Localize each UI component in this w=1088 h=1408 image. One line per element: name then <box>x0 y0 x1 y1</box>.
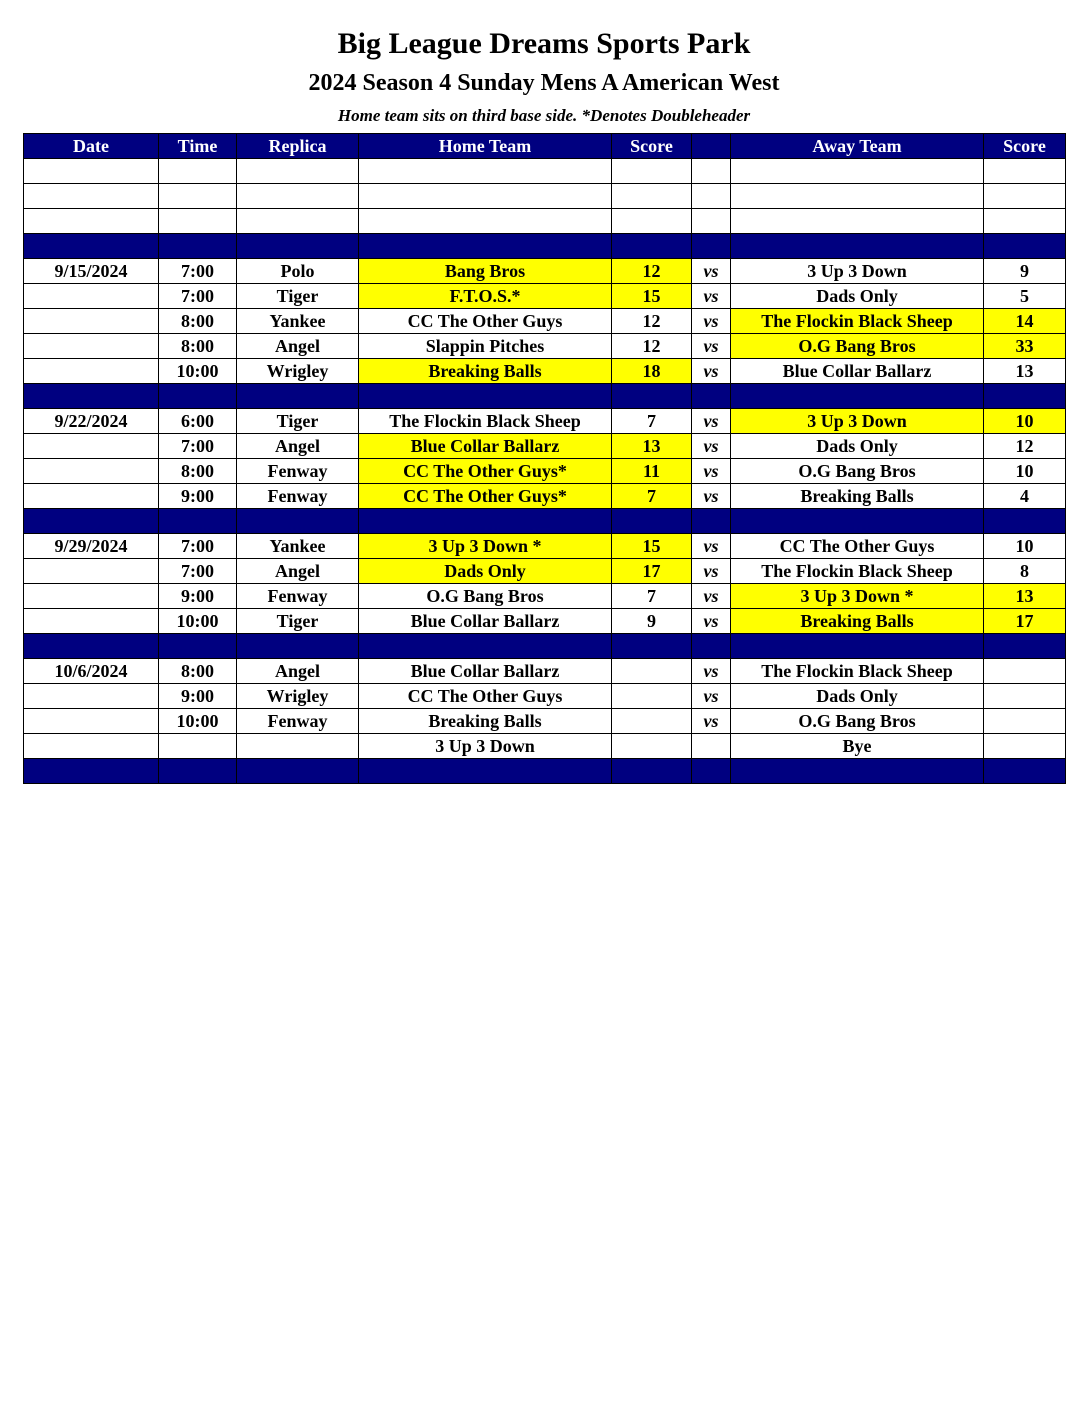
vs-cell: vs <box>692 434 731 459</box>
date-cell <box>24 209 159 234</box>
date-cell <box>24 484 159 509</box>
home-score-cell <box>612 709 692 734</box>
week-separator-row <box>24 509 1066 534</box>
away-score-cell: 33 <box>984 334 1066 359</box>
game-row <box>24 609 1066 634</box>
game-row <box>24 559 1066 584</box>
time-cell: 10:00 <box>159 709 237 734</box>
game-row <box>24 684 1066 709</box>
home-team-cell <box>359 234 612 259</box>
away-score-cell: 8 <box>984 559 1066 584</box>
header-replica: Replica <box>237 134 359 159</box>
week-separator-row <box>24 759 1066 784</box>
week-separator-row <box>24 384 1066 409</box>
replica-cell <box>237 509 359 534</box>
date-cell <box>24 309 159 334</box>
game-row <box>24 359 1066 384</box>
away-score-cell: 5 <box>984 284 1066 309</box>
replica-cell <box>237 209 359 234</box>
time-cell: 9:00 <box>159 584 237 609</box>
vs-cell <box>692 759 731 784</box>
game-row <box>24 484 1066 509</box>
replica-cell: Fenway <box>237 459 359 484</box>
home-team-cell: 3 Up 3 Down <box>359 734 612 759</box>
away-score-cell: 4 <box>984 484 1066 509</box>
home-score-cell: 12 <box>612 309 692 334</box>
away-team-cell: Breaking Balls <box>731 484 984 509</box>
away-team-cell: O.G Bang Bros <box>731 459 984 484</box>
away-score-cell: 10 <box>984 534 1066 559</box>
time-cell <box>159 509 237 534</box>
away-score-cell <box>984 659 1066 684</box>
time-cell: 8:00 <box>159 309 237 334</box>
date-cell <box>24 284 159 309</box>
schedule-table <box>23 133 1066 784</box>
home-score-cell <box>612 759 692 784</box>
vs-cell <box>692 159 731 184</box>
time-cell <box>159 384 237 409</box>
time-cell: 10:00 <box>159 359 237 384</box>
home-team-cell: 3 Up 3 Down * <box>359 534 612 559</box>
home-score-cell: 15 <box>612 284 692 309</box>
header-home-team: Home Team <box>359 134 612 159</box>
replica-cell <box>237 234 359 259</box>
replica-cell: Angel <box>237 434 359 459</box>
date-cell <box>24 709 159 734</box>
home-team-cell: Blue Collar Ballarz <box>359 609 612 634</box>
away-team-cell: CC The Other Guys <box>731 534 984 559</box>
time-cell: 9:00 <box>159 684 237 709</box>
away-score-cell: 9 <box>984 259 1066 284</box>
home-team-cell: F.T.O.S.* <box>359 284 612 309</box>
date-cell <box>24 159 159 184</box>
replica-cell: Fenway <box>237 709 359 734</box>
time-cell: 7:00 <box>159 559 237 584</box>
away-team-cell <box>731 509 984 534</box>
home-score-cell: 7 <box>612 409 692 434</box>
home-score-cell <box>612 234 692 259</box>
blank-row <box>24 184 1066 209</box>
replica-cell: Tiger <box>237 284 359 309</box>
time-cell <box>159 634 237 659</box>
home-score-cell: 15 <box>612 534 692 559</box>
home-team-cell: Dads Only <box>359 559 612 584</box>
replica-cell: Yankee <box>237 309 359 334</box>
game-row <box>24 334 1066 359</box>
time-cell <box>159 209 237 234</box>
game-row <box>24 409 1066 434</box>
away-score-cell <box>984 509 1066 534</box>
game-row <box>24 459 1066 484</box>
away-score-cell <box>984 709 1066 734</box>
away-team-cell <box>731 184 984 209</box>
vs-cell: vs <box>692 484 731 509</box>
away-team-cell: The Flockin Black Sheep <box>731 559 984 584</box>
date-cell: 10/6/2024 <box>24 659 159 684</box>
home-score-cell: 7 <box>612 584 692 609</box>
home-score-cell: 7 <box>612 484 692 509</box>
home-team-cell: The Flockin Black Sheep <box>359 409 612 434</box>
home-score-cell <box>612 684 692 709</box>
vs-cell <box>692 184 731 209</box>
vs-cell: vs <box>692 684 731 709</box>
week-separator-row <box>24 234 1066 259</box>
date-cell <box>24 634 159 659</box>
vs-cell <box>692 209 731 234</box>
time-cell: 8:00 <box>159 459 237 484</box>
time-cell <box>159 159 237 184</box>
away-team-cell <box>731 759 984 784</box>
away-score-cell <box>984 759 1066 784</box>
replica-cell: Tiger <box>237 409 359 434</box>
replica-cell <box>237 734 359 759</box>
vs-cell: vs <box>692 559 731 584</box>
header-away-score: Score <box>984 134 1066 159</box>
date-cell <box>24 384 159 409</box>
away-score-cell <box>984 159 1066 184</box>
replica-cell: Angel <box>237 334 359 359</box>
home-team-cell <box>359 384 612 409</box>
replica-cell <box>237 634 359 659</box>
header-row <box>24 134 1066 159</box>
home-score-cell <box>612 509 692 534</box>
away-score-cell <box>984 209 1066 234</box>
away-team-cell: Dads Only <box>731 434 984 459</box>
home-score-cell: 18 <box>612 359 692 384</box>
date-cell <box>24 734 159 759</box>
away-team-cell: 3 Up 3 Down <box>731 259 984 284</box>
away-team-cell: Dads Only <box>731 684 984 709</box>
away-score-cell <box>984 234 1066 259</box>
page-title: Big League Dreams Sports Park <box>337 27 751 60</box>
time-cell <box>159 759 237 784</box>
replica-cell: Tiger <box>237 609 359 634</box>
vs-cell <box>692 634 731 659</box>
away-team-cell: Breaking Balls <box>731 609 984 634</box>
vs-cell: vs <box>692 309 731 334</box>
away-score-cell <box>984 734 1066 759</box>
vs-cell <box>692 509 731 534</box>
away-team-cell <box>731 159 984 184</box>
home-team-cell: Breaking Balls <box>359 359 612 384</box>
game-row <box>24 309 1066 334</box>
date-cell <box>24 609 159 634</box>
vs-cell: vs <box>692 334 731 359</box>
replica-cell: Fenway <box>237 484 359 509</box>
away-score-cell: 13 <box>984 584 1066 609</box>
game-row <box>24 434 1066 459</box>
away-score-cell: 17 <box>984 609 1066 634</box>
date-cell: 9/22/2024 <box>24 409 159 434</box>
time-cell <box>159 734 237 759</box>
home-score-cell <box>612 734 692 759</box>
vs-cell <box>692 384 731 409</box>
page-subtitle: 2024 Season 4 Sunday Mens A American West <box>308 70 780 96</box>
vs-cell: vs <box>692 584 731 609</box>
vs-cell: vs <box>692 284 731 309</box>
home-score-cell <box>612 209 692 234</box>
home-score-cell: 17 <box>612 559 692 584</box>
schedule-note: Home team sits on third base side. *Denotes Doubleheader <box>337 106 751 125</box>
away-score-cell: 10 <box>984 409 1066 434</box>
date-cell <box>24 584 159 609</box>
away-team-cell <box>731 634 984 659</box>
home-team-cell <box>359 759 612 784</box>
home-team-cell: CC The Other Guys* <box>359 459 612 484</box>
home-score-cell <box>612 159 692 184</box>
replica-cell <box>237 384 359 409</box>
home-team-cell: CC The Other Guys* <box>359 484 612 509</box>
away-score-cell: 14 <box>984 309 1066 334</box>
away-score-cell: 13 <box>984 359 1066 384</box>
home-team-cell <box>359 159 612 184</box>
away-score-cell: 12 <box>984 434 1066 459</box>
date-cell <box>24 359 159 384</box>
home-team-cell: Blue Collar Ballarz <box>359 434 612 459</box>
date-cell <box>24 184 159 209</box>
date-cell <box>24 684 159 709</box>
time-cell: 9:00 <box>159 484 237 509</box>
away-team-cell <box>731 384 984 409</box>
game-row <box>24 534 1066 559</box>
time-cell: 6:00 <box>159 409 237 434</box>
game-row <box>24 659 1066 684</box>
blank-row <box>24 209 1066 234</box>
header-away-team: Away Team <box>731 134 984 159</box>
time-cell: 10:00 <box>159 609 237 634</box>
away-team-cell <box>731 209 984 234</box>
home-score-cell <box>612 634 692 659</box>
time-cell: 7:00 <box>159 434 237 459</box>
away-team-cell: O.G Bang Bros <box>731 709 984 734</box>
home-score-cell <box>612 659 692 684</box>
vs-cell: vs <box>692 659 731 684</box>
vs-cell <box>692 234 731 259</box>
away-team-cell: O.G Bang Bros <box>731 334 984 359</box>
header-date: Date <box>24 134 159 159</box>
home-score-cell <box>612 384 692 409</box>
week-separator-row <box>24 634 1066 659</box>
home-team-cell: Blue Collar Ballarz <box>359 659 612 684</box>
vs-cell <box>692 734 731 759</box>
home-score-cell <box>612 184 692 209</box>
away-score-cell <box>984 634 1066 659</box>
home-score-cell: 11 <box>612 459 692 484</box>
replica-cell <box>237 184 359 209</box>
home-team-cell: Bang Bros <box>359 259 612 284</box>
away-score-cell <box>984 184 1066 209</box>
home-score-cell: 9 <box>612 609 692 634</box>
home-team-cell: Slappin Pitches <box>359 334 612 359</box>
date-cell <box>24 559 159 584</box>
date-cell: 9/29/2024 <box>24 534 159 559</box>
header-time: Time <box>159 134 237 159</box>
time-cell <box>159 184 237 209</box>
time-cell: 8:00 <box>159 334 237 359</box>
time-cell: 7:00 <box>159 284 237 309</box>
away-team-cell: 3 Up 3 Down <box>731 409 984 434</box>
vs-cell: vs <box>692 534 731 559</box>
date-cell: 9/15/2024 <box>24 259 159 284</box>
away-team-cell: 3 Up 3 Down * <box>731 584 984 609</box>
time-cell: 7:00 <box>159 259 237 284</box>
away-score-cell: 10 <box>984 459 1066 484</box>
home-team-cell <box>359 184 612 209</box>
replica-cell: Wrigley <box>237 684 359 709</box>
vs-cell: vs <box>692 709 731 734</box>
game-row <box>24 584 1066 609</box>
vs-cell: vs <box>692 359 731 384</box>
date-cell <box>24 509 159 534</box>
away-team-cell: Bye <box>731 734 984 759</box>
game-row <box>24 284 1066 309</box>
schedule-body <box>24 159 1066 784</box>
vs-cell: vs <box>692 409 731 434</box>
home-score-cell: 13 <box>612 434 692 459</box>
away-team-cell: Dads Only <box>731 284 984 309</box>
vs-cell: vs <box>692 609 731 634</box>
replica-cell <box>237 759 359 784</box>
game-row <box>24 709 1066 734</box>
home-team-cell <box>359 209 612 234</box>
home-team-cell: O.G Bang Bros <box>359 584 612 609</box>
replica-cell <box>237 159 359 184</box>
date-cell <box>24 459 159 484</box>
blank-row <box>24 159 1066 184</box>
date-cell <box>24 434 159 459</box>
away-team-cell <box>731 234 984 259</box>
replica-cell: Fenway <box>237 584 359 609</box>
time-cell <box>159 234 237 259</box>
away-team-cell: Blue Collar Ballarz <box>731 359 984 384</box>
home-team-cell <box>359 634 612 659</box>
away-score-cell <box>984 384 1066 409</box>
away-team-cell: The Flockin Black Sheep <box>731 659 984 684</box>
replica-cell: Angel <box>237 659 359 684</box>
date-cell <box>24 234 159 259</box>
vs-cell: vs <box>692 259 731 284</box>
home-team-cell: CC The Other Guys <box>359 684 612 709</box>
home-team-cell <box>359 509 612 534</box>
away-team-cell: The Flockin Black Sheep <box>731 309 984 334</box>
time-cell: 8:00 <box>159 659 237 684</box>
header-vs <box>692 134 731 159</box>
replica-cell: Polo <box>237 259 359 284</box>
header-home-score: Score <box>612 134 692 159</box>
home-score-cell: 12 <box>612 259 692 284</box>
date-cell <box>24 759 159 784</box>
home-team-cell: CC The Other Guys <box>359 309 612 334</box>
time-cell: 7:00 <box>159 534 237 559</box>
home-team-cell: Breaking Balls <box>359 709 612 734</box>
replica-cell: Angel <box>237 559 359 584</box>
game-row <box>24 259 1066 284</box>
vs-cell: vs <box>692 459 731 484</box>
home-score-cell: 12 <box>612 334 692 359</box>
game-row <box>24 734 1066 759</box>
date-cell <box>24 334 159 359</box>
replica-cell: Yankee <box>237 534 359 559</box>
replica-cell: Wrigley <box>237 359 359 384</box>
away-score-cell <box>984 684 1066 709</box>
